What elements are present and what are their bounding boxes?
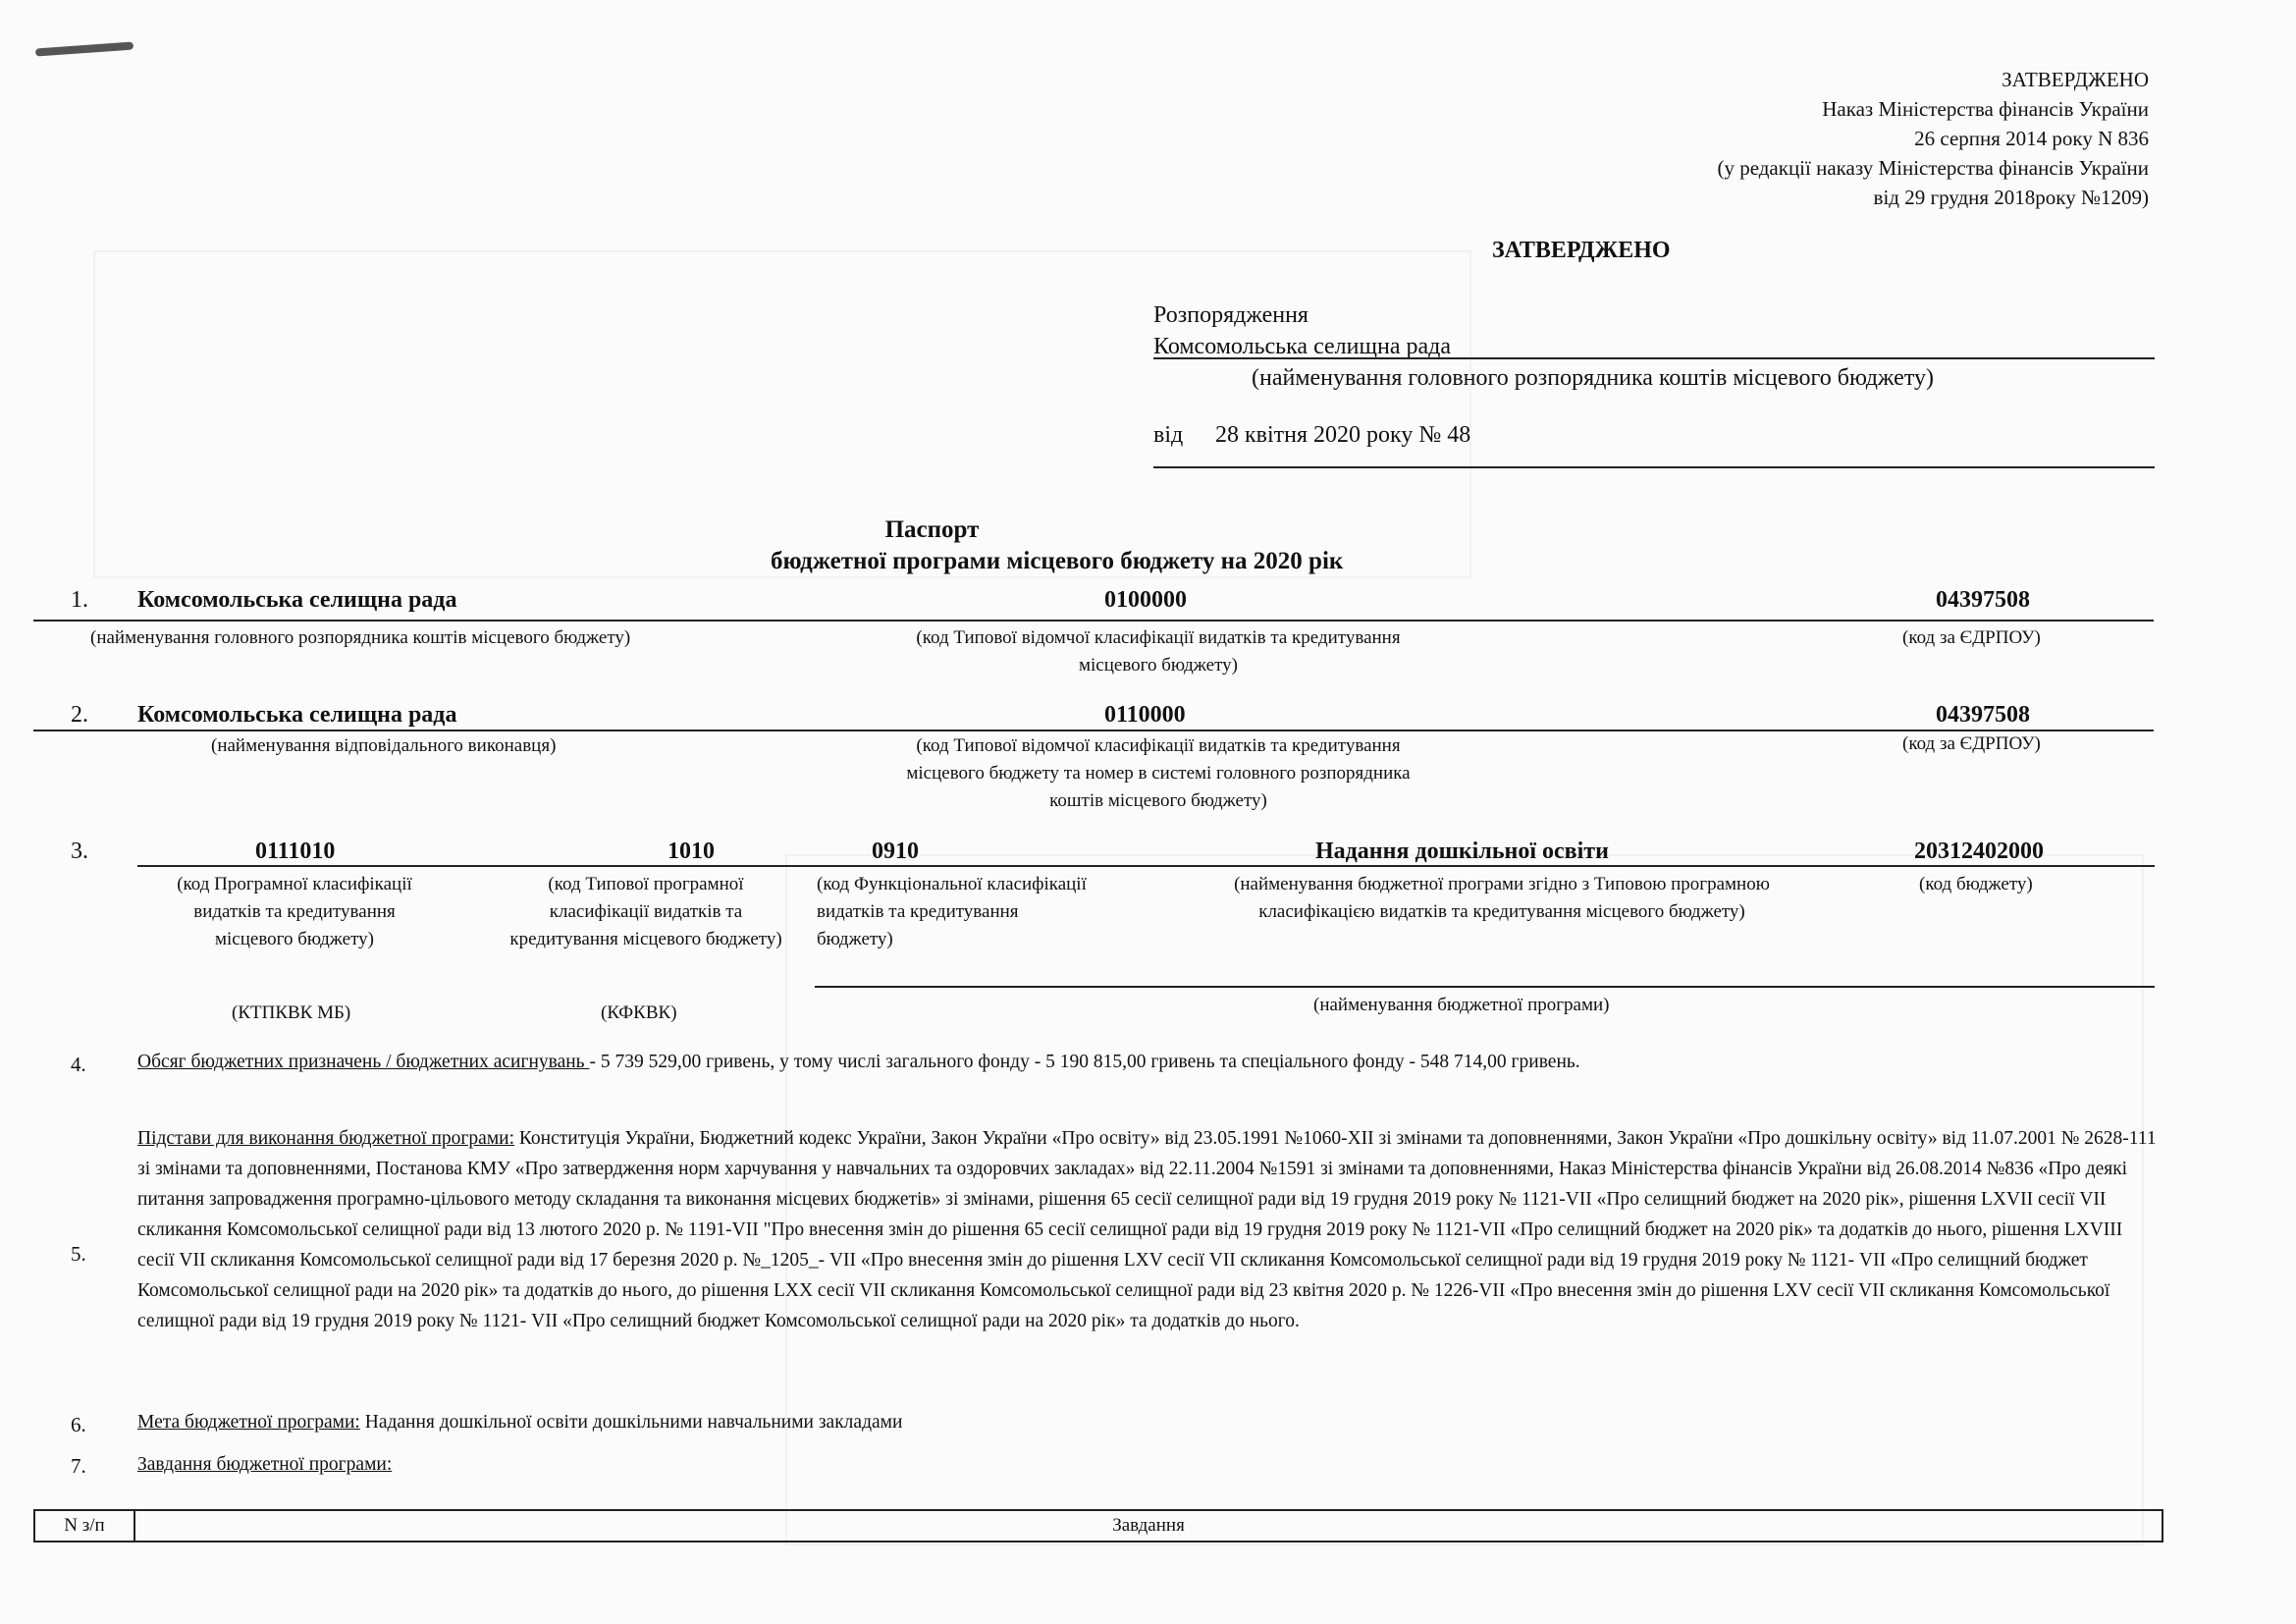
caption-line: (код Функціональної класифікації [817, 874, 1087, 894]
section4-num: 4. [71, 1053, 86, 1076]
caption-line: класифікацією видатків та кредитування місцевого бюджету) [1258, 901, 1745, 922]
section5-text [137, 1123, 2160, 1336]
section6-text [137, 1407, 902, 1437]
program-name-underline [815, 986, 2155, 988]
caption-line: (найменування бюджетної програми згідно з Типовою програмною [1234, 874, 1770, 894]
section5-label: Підстави для виконання бюджетної програми: [137, 1128, 515, 1149]
caption-line: (код Типової відомчої класифікації видатків та кредитування [916, 627, 1401, 648]
caption-line: класифікації видатків та [549, 901, 743, 922]
section3-kfkvk-caption [469, 871, 823, 953]
caption-line: бюджету) [817, 929, 893, 949]
approved-issuer: Комсомольська селищна рада [1153, 334, 1451, 359]
tasks-table [33, 1509, 2163, 1543]
section2-code: 0110000 [1104, 702, 1186, 728]
caption-line: (код Типової програмної [548, 874, 744, 894]
section4-text [137, 1047, 2169, 1077]
caption-line: кредитування місцевого бюджету) [509, 929, 782, 949]
caption-line: видатків та кредитування [817, 901, 1019, 922]
section1-edrpou-caption: (код за ЄДРПОУ) [1902, 627, 2041, 648]
tasks-col-num-header: N з/п [35, 1511, 135, 1541]
date-value: 28 квітня 2020 року № 48 [1215, 422, 1471, 448]
section2-code-caption [815, 732, 1502, 815]
section3-func-caption [817, 871, 1160, 953]
tasks-col-task-header: Завдання [1112, 1515, 1185, 1536]
section4-label: Обсяг бюджетних призначень / бюджетних асигнувань [137, 1052, 590, 1072]
section6-num: 6. [71, 1413, 86, 1436]
section7-label: Завдання бюджетної програми: [137, 1454, 393, 1475]
caption-line: місцевого бюджету та номер в системі головного розпорядника [906, 763, 1411, 784]
section1-name-caption: (найменування головного розпорядника коштів місцевого бюджету) [90, 627, 631, 648]
date-underline [1153, 466, 2155, 468]
section1-edrpou: 04397508 [1936, 587, 2030, 613]
caption-line: місцевого бюджету) [1078, 655, 1238, 676]
pen-mark [35, 42, 133, 57]
section5-num: 5. [71, 1242, 86, 1266]
caption-line: (код Типової відомчої класифікації видатків та кредитування [916, 735, 1401, 756]
section3-func: 0910 [872, 839, 919, 864]
section3-num: 3. [71, 839, 88, 864]
caption-line: видатків та кредитування [193, 901, 396, 922]
approval-line: від 29 грудня 2018року №1209) [1873, 186, 2149, 209]
section3-underline [137, 865, 2155, 867]
section3-ktpkvk-caption [137, 871, 452, 953]
passport-title [0, 515, 2296, 545]
approval-block [1363, 65, 2149, 212]
approved-title: ЗАТВЕРДЖЕНО [1492, 238, 1671, 263]
issuer-underline [1153, 357, 2155, 359]
caption-line: коштів місцевого бюджету) [1049, 790, 1267, 811]
section3-budget-code: 20312402000 [1914, 839, 2044, 864]
section2-name: Комсомольська селищна рада [137, 702, 457, 728]
section1-code-caption [815, 624, 1502, 679]
section1-num: 1. [71, 587, 88, 613]
section1-underline [33, 620, 2154, 622]
passport-title-text: Паспорт [884, 516, 980, 543]
approved-doc-type: Розпорядження [1153, 302, 1308, 328]
section3-budget-caption: (код бюджету) [1919, 874, 2033, 894]
section5-value: Конституція України, Бюджетний кодекс України, Закон України «Про освіту» від 23.05.1991 №1060-XII зі змінами та доповненнями, Закон України «Про дошкільну освіту» від 11.07.2001 № 2628-111 зі змінами та доповненнями, Постанова КМУ «Про затвердження норм харчування у навчальних та оздоровчих закладах» від 22.11.2004 №1591 зі змінами та доповненнями, Наказ Міністерства фінансів України від 26.08.2014 №836 «Про деякі питання запровадження програмно-цільового методу складання та виконання місцевих бюджетів» зі змінами, рішення 65 сесії селищної ради від 19 грудня 2019 року № 1121-VII «Про селищний бюджет на 2020 рік», рішення LXVII сесії VII скликання Комсомольської селищної ради від 13 лютого 2020 р. № 1191-VII "Про внесення змін до рішення 65 сесії селищної ради від 19 грудня 2019 року № 1121-VII «Про селищний бюджет на 2020 рік» та додатків до нього, рішення LXVIII сесії VII скликання Комсомольської селищної ради від 17 березня 2020 р. №_1205_- VII «Про внесення змін до рішення LXV сесії VII скликання Комсомольської селищної ради від 19 грудня 2019 року № 1121- VII «Про селищний бюджет Комсомольської селищної ради на 2020 рік» та додатків до нього, до рішення LXX сесії VII скликання Комсомольської селищної ради від 23 квітня 2020 р. № 1226-VII «Про внесення змін до рішення LXV сесії VII скликання Комсомольської селищної ради від 19 грудня 2019 року № 1121- VII «Про селищний бюджет Комсомольської селищної ради на 2020 рік» та додатків до нього. [137, 1128, 2157, 1331]
approval-line: (у редакції наказу Міністерства фінансів України [1717, 156, 2149, 180]
section4-value: - 5 739 529,00 гривень, у тому числі загального фонду - 5 190 815,00 гривень та спеціального фонду - 548 714,00 гривень. [589, 1052, 1580, 1072]
section1-code: 0100000 [1104, 587, 1187, 613]
section6-label: Мета бюджетної програми: [137, 1412, 360, 1433]
section3-ktpkvk-abbr: (КТПКВК МБ) [232, 1002, 351, 1023]
issuer-caption: (найменування головного розпорядника коштів місцевого бюджету) [1252, 365, 1934, 391]
date-label: від [1153, 422, 1184, 448]
section3-program-caption [1158, 871, 1845, 926]
section2-edrpou: 04397508 [1936, 702, 2030, 728]
approval-line: Наказ Міністерства фінансів України [1822, 97, 2149, 121]
section6-value: Надання дошкільної освіти дошкільними навчальними закладами [359, 1412, 903, 1433]
section2-underline [33, 730, 2154, 731]
approval-line: ЗАТВЕРДЖЕНО [2002, 68, 2149, 91]
section3-ktpkvk: 0111010 [255, 839, 336, 864]
section3-kfkvk-abbr: (КФКВК) [601, 1002, 677, 1023]
section2-num: 2. [71, 702, 88, 728]
section2-name-caption: (найменування відповідального виконавця) [211, 735, 557, 756]
section3-program-name-caption: (найменування бюджетної програми) [1313, 995, 1610, 1015]
section2-edrpou-caption: (код за ЄДРПОУ) [1902, 733, 2041, 754]
section7-num: 7. [71, 1454, 86, 1478]
section1-name: Комсомольська селищна рада [137, 587, 457, 613]
section3-program-name: Надання дошкільної освіти [1315, 839, 1609, 864]
section3-kfkvk: 1010 [667, 839, 715, 864]
caption-line: (код Програмної класифікації [177, 874, 412, 894]
approval-line: 26 серпня 2014 року N 836 [1914, 127, 2149, 150]
caption-line: місцевого бюджету) [214, 929, 374, 949]
passport-subtitle: бюджетної програми місцевого бюджету на 2020 рік [771, 548, 1344, 574]
